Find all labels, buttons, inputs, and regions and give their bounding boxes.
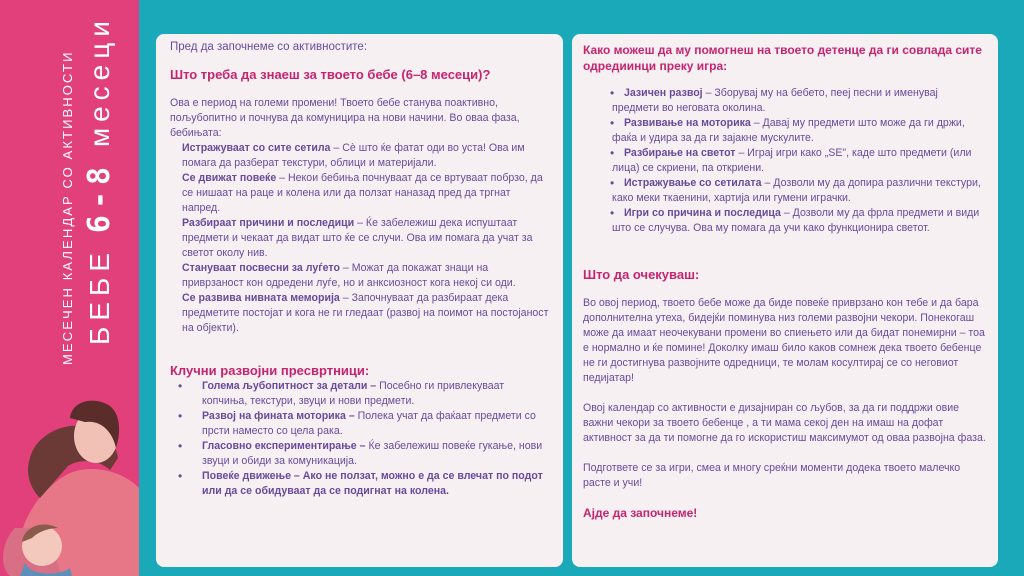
- fact-item: Истражуваат со сите сетила – Сè што ќе фатат оди во уста! Ова им помага да разберат текстури, облици и материјали.: [182, 142, 525, 169]
- mother-baby-illustration: [0, 378, 139, 576]
- intro-line: Пред да започнеме со активностите:: [170, 41, 368, 53]
- fact-item: Се развива нивната меморија – Започнуваат да разбираат дека предметите постојат и кога не ги гледаат (развој на поимот на постојаност на објекти).: [182, 292, 549, 334]
- tip-item: • Развивање на моторика – Давај му предмети што може да ги држи, фаќа и удира за да ги зајакне мускулите.: [583, 116, 986, 146]
- age-title: [75, 15, 125, 345]
- facts-list: [170, 141, 549, 336]
- baby-heading: Што треба да знаеш за твоето бебе (6–8 месеци)?: [170, 67, 491, 82]
- expect-paragraph: Во овој период, твоето бебе може да биде повеќе приврзано кон тебе и да бара дополнителна утеха, бидејќи поминува низ големи развојни чекори. Понекогаш може да имаат неочекувани промени во спиењето или да бидат понемирни – тоа е нормално и ќе помине! Доколку имаш било каков сомнеж дека твоето бебенце не ги достигнува развојните одредници, те молам косултирај се со неговиот педијатар!: [583, 297, 985, 384]
- milestone-item: • Развој на фината моторика – Полека учат да фаќаат предмети со прсти наместо со цела рака.: [170, 409, 549, 439]
- fact-item: Стануваат посвесни за луѓето – Можат да покажат знаци на приврзаност кон одредени луѓе, но и анксиозност кога некој си оди.: [182, 262, 516, 289]
- milestone-item: • Гласовно експериментирање – Ќе забележиш повеќе гукање, нови звуци и обиди за комуникација.: [170, 439, 549, 469]
- tip-item: • Истражување со сетилата – Дозволи му да допира различни текстури, како меки ткаенини, хартија или гумени играчки.: [583, 176, 986, 206]
- prepare-paragraph: Подгответе се за игри, смеа и многу среќни моменти додека твоето малечко расте и учи!: [583, 462, 961, 489]
- tip-item: • Јазичен развој – Зборувај му на бебето, пеej песни и именувај предмети во неговата околина.: [583, 86, 986, 116]
- intro-paragraph: Ова е период на големи промени! Твоето бебе станува поактивно, пољубопитно и почнува да комуницира на нови начини. Во оваа фаза, бебињата:: [170, 97, 520, 139]
- right-panel: [572, 34, 998, 567]
- milestone-item: • Голема љубопитност за детали – Посебно ги привлекуваат копчиња, текстури, звуци и нови предмети.: [170, 379, 549, 409]
- sidebar: [0, 0, 139, 576]
- milestones-list: [170, 379, 549, 499]
- fact-item: Разбираат причини и последици – Ќе забележиш дека испуштаат предмети и чекаат да видат што ќе се случи. Ова им помага да учат за светот околу нив.: [182, 217, 533, 259]
- expect-heading: Што да очекуваш:: [583, 267, 700, 282]
- title-suffix: месеци: [84, 15, 115, 148]
- milestones-heading: Клучни развојни пресвртници:: [170, 363, 370, 378]
- left-panel: [156, 34, 563, 567]
- calendar-subtitle: МЕСЕЧЕН КАЛЕНДАР СО АКТИВНОСТИ: [60, 50, 75, 365]
- title-prefix: БЕБЕ: [84, 246, 115, 345]
- help-heading: Како можеш да му помогнеш на твоето детенце да ги совлада сите одредиинци преку игра:: [583, 43, 982, 73]
- tip-item: • Разбирање на светот – Играј игри како „SE", каде што предмети (или лица) се скриени, па откриени.: [583, 146, 986, 176]
- closing-line: Ајде да започнеме!: [583, 506, 698, 520]
- title-range: 6-8: [82, 160, 117, 234]
- calendar-paragraph: Овој календар со активности е дизајниран со љубов, за да ги поддржи овие важни чекори за твоето бебенце , а ти мама секој ден на имаш на дофат активност за да ти помогне да го искористиш максимумот од оваа развојна фаза.: [583, 402, 986, 444]
- tips-list: [583, 86, 986, 236]
- tip-item: • Игри со причина и последица – Дозволи му да фрла предмети и види што се случува. Ова му помага да учи како функционира светот.: [583, 206, 986, 236]
- milestone-item: • Повеќе движење – Ако не ползат, можно е да се влечат по подот или да се обидуваат да се подигнат на колена.: [170, 469, 549, 499]
- fact-item: Се движат повеќе – Некои бебиња почнуваат да се вртуваат побрзо, да се нишаат на раце и колена или да ползат наназад пред да тргнат напред.: [182, 172, 543, 214]
